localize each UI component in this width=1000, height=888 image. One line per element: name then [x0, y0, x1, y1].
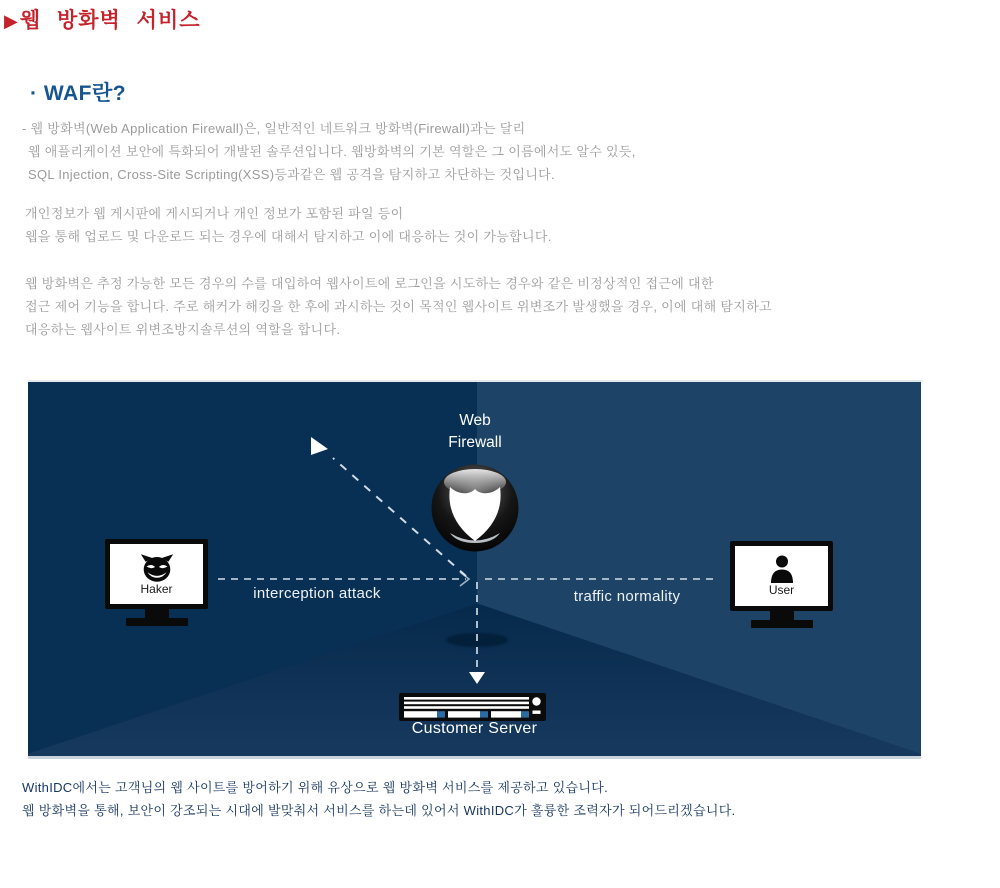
- devil-face-icon: [138, 553, 176, 582]
- page-title: [4, 4, 201, 34]
- hacker-monitor-screen: [105, 539, 208, 609]
- user-label: User: [768, 583, 795, 597]
- footer-note: [22, 776, 736, 822]
- monitor-base: [126, 618, 188, 626]
- user-monitor-screen: [730, 541, 833, 611]
- interception-attack-label: interception attack: [253, 585, 381, 602]
- paragraph-line: 접근 제어 기능을 합니다. 주로 해커가 해킹을 한 후에 과시하는 것이 목적인 웹사이트 위변조가 발생했을 경우, 이에 대해 탐지하고: [25, 299, 772, 314]
- monitor-stand: [770, 611, 794, 620]
- server-icon: [399, 693, 546, 721]
- paragraph-line: SQL Injection, Cross-Site Scripting(XSS)등과같은 웹 공격을 탐지하고 차단하는 것입니다.: [28, 167, 555, 182]
- monitor-stand: [145, 609, 169, 618]
- paragraph-access-control: [25, 272, 772, 341]
- user-monitor: [730, 541, 833, 628]
- paragraph-line: - 웹 방화벽(Web Application Firewall)은, 일반적인 네트워크 방화벽(Firewall)과는 달리: [22, 121, 526, 136]
- paragraph-line: 웹 애플리케이션 보안에 특화되어 개발된 솔루션입니다. 웹방화벽의 기본 역할은 그 이름에서도 알수 있듯,: [28, 144, 636, 159]
- monitor-base: [751, 620, 813, 628]
- user-person-icon: [769, 555, 795, 583]
- web-firewall-label-line1: Web: [459, 412, 491, 429]
- customer-server-label: Customer Server: [411, 720, 538, 737]
- traffic-normality-label: traffic normality: [573, 588, 681, 605]
- hacker-label: Haker: [140, 581, 173, 596]
- footer-line-2: 웹 방화벽을 통해, 보안이 강조되는 시대에 발맞춰서 서비스를 하는데 있어서 WithIDC가 훌륭한 조력자가 되어드리겠습니다.: [22, 803, 736, 818]
- triangle-bullet-icon: ▶: [4, 11, 19, 31]
- paragraph-waf-intro: [22, 117, 636, 186]
- paragraph-line: 웹 방화벽은 추정 가능한 모든 경우의 수를 대입하여 웹사이트에 로그인을 시도하는 경우와 같은 비정상적인 접근에 대한: [25, 276, 714, 291]
- hacker-monitor: [105, 539, 208, 626]
- paragraph-line: 웹을 통해 업로드 및 다운로드 되는 경우에 대해서 탐지하고 이에 대응하는 것이 가능합니다.: [25, 229, 552, 244]
- paragraph-privacy: [25, 202, 552, 248]
- shield-icon: [431, 464, 519, 552]
- footer-line-1: WithIDC에서는 고객님의 웹 사이트를 방어하기 위해 유상으로 웹 방화벽 서비스를 제공하고 있습니다.: [22, 780, 609, 795]
- paragraph-line: 대응하는 웹사이트 위변조방지솔루션의 역할을 합니다.: [25, 322, 341, 337]
- web-firewall-label-line2: Firewall: [448, 434, 502, 451]
- section-heading: · WAF란?: [30, 82, 127, 105]
- deflect-arrow-icon: [311, 437, 328, 455]
- web-firewall-label: [415, 410, 535, 454]
- waf-diagram: [28, 380, 921, 759]
- down-arrow-icon: [469, 672, 485, 684]
- paragraph-line: 개인정보가 웹 게시판에 게시되거나 개인 정보가 포함된 파일 등이: [25, 206, 404, 221]
- page-title-text: 웹 방화벽 서비스: [19, 9, 201, 32]
